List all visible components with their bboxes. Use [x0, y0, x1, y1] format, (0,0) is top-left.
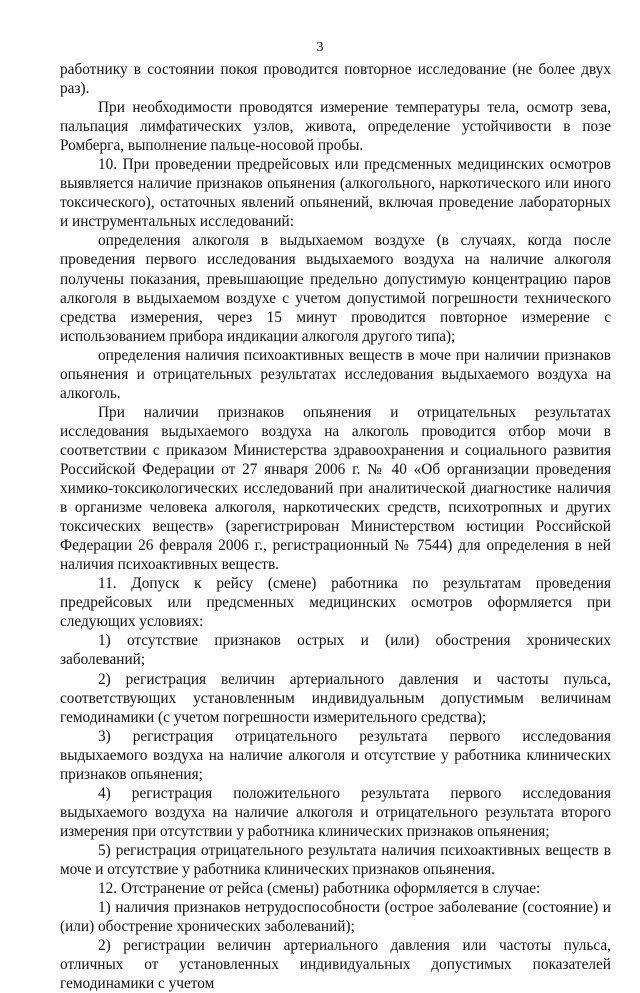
paragraph-urine-test: определения наличия психоактивных веществ в моче при наличии признаков опьянения и отрицательных результатах исследования выдыхаемого воздуха на алкоголь.	[60, 346, 611, 402]
list-item-11-1: 1) отсутствие признаков острых и (или) обострения хронических заболеваний;	[60, 632, 611, 669]
paragraph-alcohol-breath-test: определения алкоголя в выдыхаемом воздухе (в случаях, когда после проведения первого исследования выдыхаемого воздуха на наличие алкоголя получены показания, превышающие предельно допустимую концентрацию паров алкоголя в выдыхаемом воздухе с учетом допустимой погрешности технического средства измерения, через 15 минут проводится повторное измерение с использованием прибора индикации алкоголя другого типа);	[60, 232, 611, 345]
paragraph-continuation: работнику в состоянии покоя проводится повторное исследование (не более двух раз).	[60, 61, 611, 98]
list-item-11-5: 5) регистрация отрицательного результата наличия психоактивных веществ в моче и отсутствие у работника клинических признаков опьянения.	[60, 841, 611, 878]
page-number: 3	[316, 40, 324, 55]
paragraph-examinations: При необходимости проводятся измерение температуры тела, осмотр зева, пальпация лимфатических узлов, живота, определение устойчивости в позе Ромберга, выполнение пальце-носовой пробы.	[60, 99, 611, 155]
document-body	[60, 60, 611, 993]
list-item-11-2: 2) регистрация величин артериального давления и частоты пульса, соответствующих установленным индивидуальным допустимым величинам гемодинамики (с учетом погрешности измерительного средства);	[60, 670, 611, 726]
list-item-11-4: 4) регистрация положительного результата первого исследования выдыхаемого воздуха на наличие алкоголя и отрицательного результата второго измерения при отсутствии у работника клинических признаков опьянения;	[60, 784, 611, 840]
paragraph-item-11: 11. Допуск к рейсу (смене) работника по результатам проведения предрейсовых или предсменных медицинских осмотров оформляется при следующих условиях:	[60, 575, 611, 631]
paragraph-urine-sampling: При наличии признаков опьянения и отрицательных результатах исследования выдыхаемого воздуха на алкоголь проводится отбор мочи в соответствии с приказом Министерства здравоохранения и социального развития Российской Федерации от 27 января 2006 г. № 40 «Об организации проведения химико-токсикологических исследований при аналитической диагностике наличия в организме человека алкоголя, наркотических средств, психотропных и других токсических веществ» (зарегистрирован Министерством юстиции Российской Федерации 26 февраля 2006 г., регистрационный № 7544) для определения в ней наличия психоактивных веществ.	[60, 403, 611, 574]
list-item-12-2: 2) регистрации величин артериального давления или частоты пульса, отличных от установленных индивидуальных допустимых показателей гемодинамики с учетом	[60, 937, 611, 993]
paragraph-item-10: 10. При проведении предрейсовых или предсменных медицинских осмотров выявляется наличие признаков опьянения (алкогольного, наркотического или иного токсического), остаточных явлений опьянений, включая проведение лабораторных и инструментальных исследований:	[60, 156, 611, 231]
list-item-11-3: 3) регистрация отрицательного результата первого исследования выдыхаемого воздуха на наличие алкоголя и отсутствие у работника клинических признаков опьянения;	[60, 727, 611, 783]
list-item-12-1: 1) наличия признаков нетрудоспособности (острое заболевание (состояние) и (или) обострение хронических заболеваний);	[60, 899, 611, 936]
paragraph-item-12: 12. Отстранение от рейса (смены) работника оформляется в случае:	[98, 880, 541, 898]
